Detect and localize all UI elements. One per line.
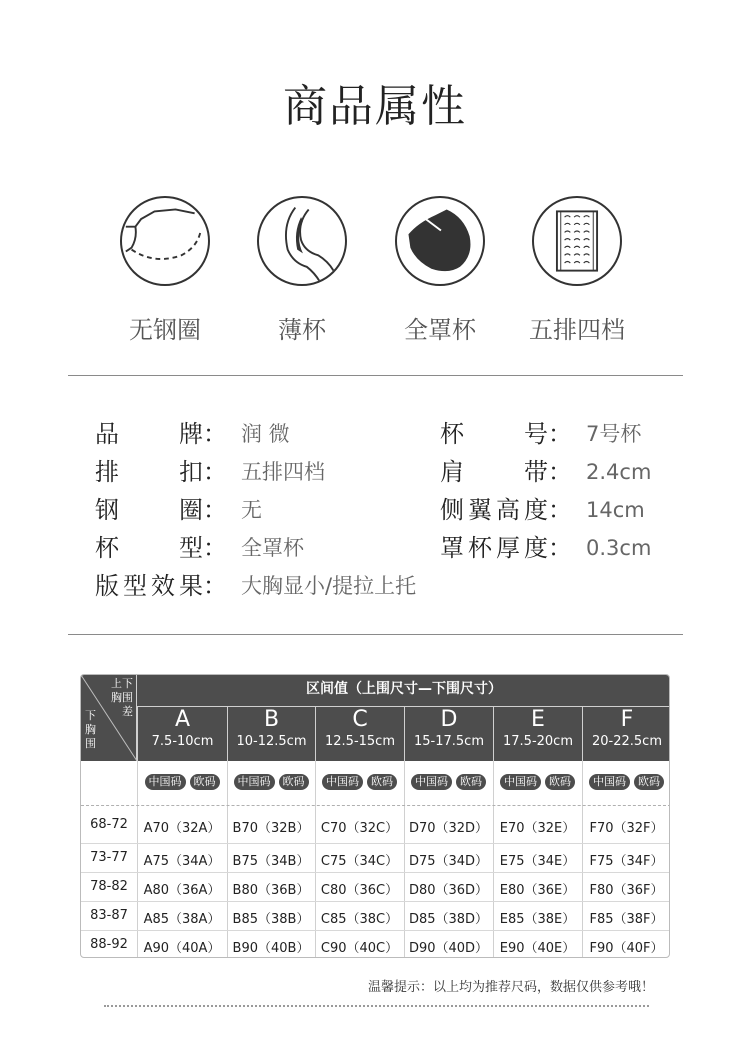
full-cup-icon [395, 196, 485, 286]
size-cell: C90（40C） [320, 941, 399, 956]
attr-value: 2.4cm [586, 460, 652, 484]
size-cell: C70（32C） [320, 821, 399, 836]
attr-clasp: 排 扣 ： 五排四档 [95, 458, 325, 486]
attr-strap: 肩 带 ： 2.4cm [440, 458, 652, 486]
attr-key: 排 扣 [95, 458, 203, 486]
size-cell: B70（32B） [232, 821, 310, 836]
cn-size-badge: 中国码 [500, 774, 541, 790]
band-cell: 68-72 [90, 817, 128, 832]
cn-size-badge: 中国码 [145, 774, 186, 790]
table-header [81, 675, 670, 761]
hook-eye-icon [532, 196, 622, 286]
attr-value: 润 微 [241, 422, 290, 446]
attr-key: 钢 圈 [95, 496, 203, 524]
cn-size-badge: 中国码 [411, 774, 452, 790]
attr-key: 肩 带 [440, 458, 548, 486]
feature-thin-cup [232, 196, 372, 345]
size-cell: D75（34D） [408, 854, 489, 869]
badge-pair [582, 774, 670, 790]
attr-key: 品 牌 [95, 420, 203, 448]
attr-wing-height: 侧 翼 高 度 ： 14cm [440, 496, 645, 524]
feature-label: 全罩杯 [404, 316, 476, 344]
feature-label: 无钢圈 [129, 316, 201, 344]
attr-key: 杯 型 [95, 534, 203, 562]
cn-size-badge: 中国码 [234, 774, 275, 790]
attr-value: 大胸显小/提拉上托 [241, 574, 417, 598]
attr-brand: 品 牌 ： 润 微 [95, 420, 290, 448]
eu-size-badge: 欧码 [279, 774, 309, 790]
size-tip: 温馨提示：以上均为推荐尺码，数据仅供参考哦！ [367, 980, 654, 995]
band-cell: 83-87 [90, 908, 128, 923]
size-cell: B85（38B） [232, 912, 310, 927]
attr-value: 0.3cm [586, 536, 652, 560]
attr-key: 杯 号 [440, 420, 548, 448]
band-cell: 88-92 [90, 937, 128, 952]
divider [68, 634, 683, 635]
cup-header-b: B 10-12.5cm [227, 707, 315, 761]
attr-value: 无 [241, 498, 262, 522]
attr-key: 版 型 效 果 [95, 572, 203, 600]
cup-header-a: A 7.5-10cm [137, 707, 227, 761]
badge-pair [315, 774, 404, 790]
attr-value: 五排四档 [241, 460, 325, 484]
range-title: 区间值（上围尺寸—下围尺寸） [306, 681, 502, 697]
cup-header-f: F 20-22.5cm [582, 707, 670, 761]
attr-cup-number: 杯 号 ： 7号杯 [440, 420, 642, 448]
attr-wire: 钢 圈 ： 无 [95, 496, 262, 524]
thin-cup-icon [257, 196, 347, 286]
size-cell: A70（32A） [143, 821, 221, 836]
bottom-divider [104, 1005, 649, 1007]
size-cell: A90（40A） [143, 941, 221, 956]
size-cell: A85（38A） [143, 912, 221, 927]
size-cell: E75（34E） [499, 854, 576, 869]
attr-effect: 版 型 效 果 ： 大胸显小/提拉上托 [95, 572, 417, 600]
size-cell: F70（32F） [589, 821, 664, 836]
cup-header-e: E 17.5-20cm [493, 707, 582, 761]
badge-row [81, 761, 670, 805]
size-cell: B75（34B） [232, 854, 310, 869]
attr-cup-type: 杯 型 ： 全罩杯 [95, 534, 304, 562]
table-corner [81, 675, 137, 761]
feature-wireless [95, 196, 235, 345]
corner-lower-label: 下胸围 [85, 709, 96, 750]
eu-size-badge: 欧码 [545, 774, 575, 790]
size-cell: D80（36D） [408, 883, 489, 898]
attr-key: 罩 杯 厚 度 [440, 534, 548, 562]
size-cell: F90（40F） [589, 941, 664, 956]
page-title: 商品属性 [283, 81, 467, 132]
size-cell: C75（34C） [320, 854, 399, 869]
divider [68, 375, 683, 376]
eu-size-badge: 欧码 [190, 774, 220, 790]
feature-hook-eye [507, 196, 647, 345]
cn-size-badge: 中国码 [322, 774, 363, 790]
band-cell: 73-77 [90, 850, 128, 865]
cup-header-c: C 12.5-15cm [315, 707, 404, 761]
size-cell: E70（32E） [499, 821, 576, 836]
size-cell: D70（32D） [408, 821, 489, 836]
badge-pair [227, 774, 315, 790]
size-cell: D90（40D） [408, 941, 489, 956]
badge-pair [493, 774, 582, 790]
feature-label: 五排四档 [529, 316, 625, 344]
size-cell: C80（36C） [320, 883, 399, 898]
eu-size-badge: 欧码 [367, 774, 397, 790]
wireless-cup-icon [120, 196, 210, 286]
feature-full-cup [370, 196, 510, 345]
feature-label: 薄杯 [278, 316, 326, 344]
size-cell: F80（36F） [589, 883, 664, 898]
size-cell: C85（38C） [320, 912, 399, 927]
eu-size-badge: 欧码 [456, 774, 486, 790]
size-cell: F75（34F） [589, 854, 664, 869]
attr-value: 全罩杯 [241, 536, 304, 560]
badge-pair [137, 774, 227, 790]
size-cell: E80（36E） [499, 883, 576, 898]
attr-value: 14cm [586, 498, 645, 522]
cup-header-d: D 15-17.5cm [404, 707, 493, 761]
size-cell: E85（38E） [499, 912, 576, 927]
size-cell: E90（40E） [499, 941, 576, 956]
eu-size-badge: 欧码 [634, 774, 664, 790]
attr-value: 7号杯 [586, 422, 642, 446]
attr-key: 侧 翼 高 度 [440, 496, 548, 524]
size-cell: B80（36B） [232, 883, 310, 898]
badge-pair [404, 774, 493, 790]
band-cell: 78-82 [90, 879, 128, 894]
size-cell: A80（36A） [143, 883, 221, 898]
size-cell: F85（38F） [589, 912, 664, 927]
size-table [80, 674, 670, 958]
size-cell: D85（38D） [408, 912, 489, 927]
corner-upper-label: 上下胸围差 [111, 677, 133, 718]
attr-cup-thickness: 罩 杯 厚 度 ： 0.3cm [440, 534, 652, 562]
cn-size-badge: 中国码 [589, 774, 630, 790]
size-cell: B90（40B） [232, 941, 310, 956]
size-cell: A75（34A） [143, 854, 221, 869]
